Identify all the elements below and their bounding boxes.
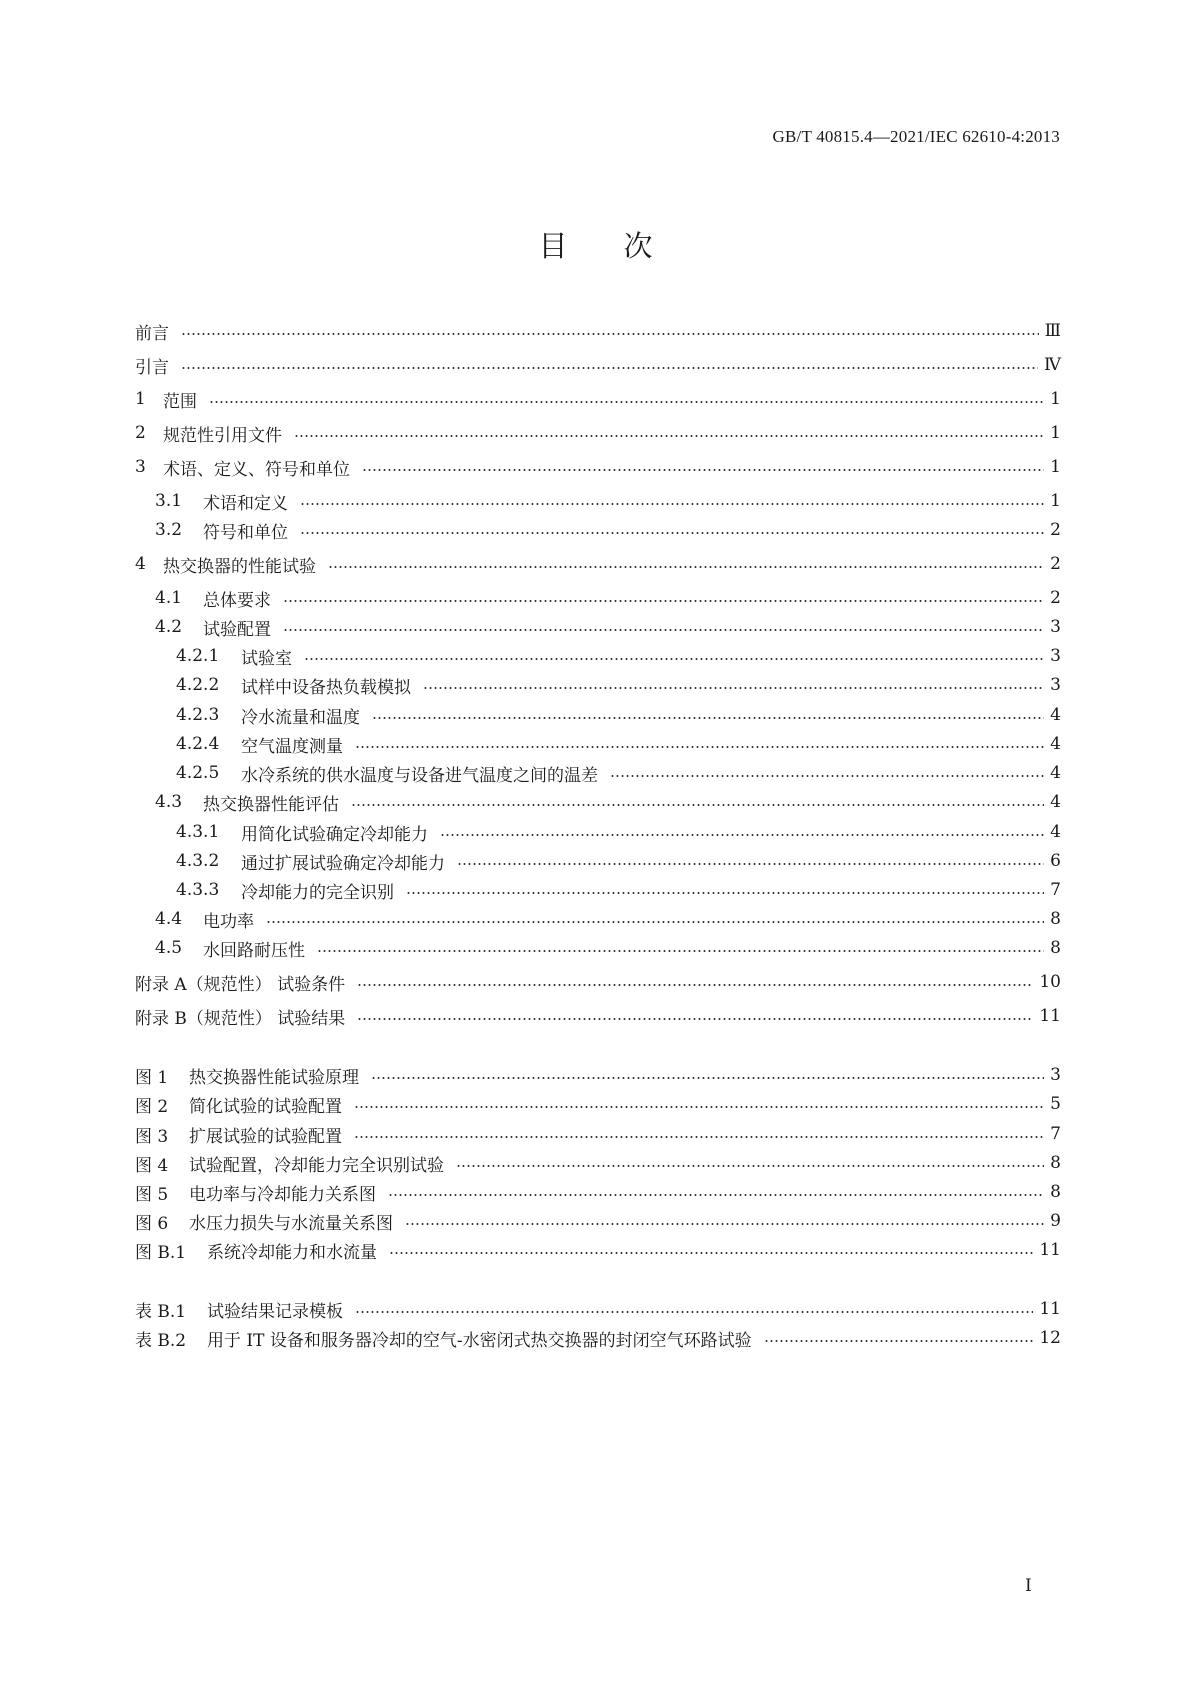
- leader-dots: [406, 892, 1044, 894]
- leader-dots: [764, 1340, 1034, 1342]
- toc-number: 4.1: [155, 588, 183, 608]
- toc-label: 范围: [163, 391, 197, 412]
- leader-dots: [440, 834, 1044, 836]
- leader-dots: [372, 717, 1044, 719]
- toc-number: 4.3: [155, 792, 183, 812]
- toc-entry[interactable]: [135, 351, 1061, 379]
- leader-dots: [300, 503, 1044, 505]
- table-label: 用于 IT 设备和服务器冷却的空气-水密闭式热交换器的封闭空气环路试验: [207, 1330, 752, 1351]
- leader-dots: [304, 658, 1044, 660]
- toc-entry[interactable]: [135, 317, 1061, 345]
- toc-entry[interactable]: [135, 613, 1061, 641]
- toc-number: 3: [135, 457, 146, 477]
- leader-dots: [405, 1223, 1044, 1225]
- toc-entry[interactable]: [135, 788, 1061, 816]
- toc-number: 3.2: [155, 520, 183, 540]
- toc-number: 4.2.3: [176, 705, 220, 725]
- toc-page: Ⅳ: [1044, 355, 1061, 375]
- table-entry[interactable]: [135, 1295, 1061, 1323]
- leader-dots: [317, 950, 1044, 952]
- figure-number: 图 B.1: [135, 1242, 187, 1263]
- leader-dots: [354, 1136, 1044, 1138]
- toc-entry[interactable]: [135, 642, 1061, 670]
- toc-label: 电功率: [203, 911, 254, 932]
- toc-page: 4: [1050, 822, 1061, 842]
- toc-label: 热交换器性能评估: [203, 794, 339, 815]
- toc-label: 用简化试验确定冷却能力: [241, 824, 428, 845]
- leader-dots: [610, 775, 1044, 777]
- page-number: I: [1025, 1576, 1032, 1596]
- toc-page: 3: [1050, 675, 1061, 695]
- leader-dots: [355, 746, 1044, 748]
- toc-page: 1: [1050, 389, 1061, 409]
- toc-number: 4.3.2: [176, 851, 220, 871]
- table-label: 试验结果记录模板: [207, 1301, 343, 1322]
- figure-label: 试验配置，冷却能力完全识别试验: [189, 1155, 444, 1176]
- toc-page: 2: [1050, 588, 1061, 608]
- toc-number: 4.2.2: [176, 675, 220, 695]
- leader-dots: [456, 1165, 1044, 1167]
- leader-dots: [300, 532, 1044, 534]
- table-number: 表 B.1: [135, 1301, 187, 1322]
- toc-label: 试样中设备热负载模拟: [241, 677, 411, 698]
- leader-dots: [283, 629, 1044, 631]
- figure-entry[interactable]: [135, 1149, 1061, 1177]
- toc-number: 3.1: [155, 491, 183, 511]
- figure-label: 电功率与冷却能力关系图: [189, 1184, 376, 1205]
- toc-entry[interactable]: [135, 905, 1061, 933]
- toc-entry-annex-a[interactable]: [135, 968, 1061, 996]
- toc-label: 试验配置: [203, 619, 271, 640]
- toc-page: 6: [1050, 851, 1061, 871]
- toc-label: 试验室: [241, 648, 292, 669]
- standard-code: GB/T 40815.4—2021/IEC 62610-4:2013: [772, 127, 1060, 146]
- toc-page: 11: [1039, 1006, 1061, 1026]
- leader-dots: [362, 469, 1044, 471]
- figure-page: 8: [1050, 1153, 1061, 1173]
- toc-page: 1: [1050, 491, 1061, 511]
- toc-number: 4.2: [155, 617, 183, 637]
- leader-dots: [355, 1311, 1033, 1313]
- figure-page: 3: [1050, 1065, 1061, 1085]
- table-page: 12: [1039, 1328, 1061, 1348]
- figure-label: 系统冷却能力和水流量: [207, 1242, 377, 1263]
- toc-entry[interactable]: [135, 876, 1061, 904]
- table-page: 11: [1039, 1299, 1061, 1319]
- figure-entry[interactable]: [135, 1120, 1061, 1148]
- table-entry[interactable]: [135, 1324, 1061, 1352]
- leader-dots: [209, 401, 1044, 403]
- toc-number: 2: [135, 423, 146, 443]
- toc-entry[interactable]: [135, 419, 1061, 447]
- leader-dots: [328, 566, 1044, 568]
- toc-entry[interactable]: [135, 934, 1061, 962]
- toc-page: 1: [1050, 457, 1061, 477]
- leader-dots: [389, 1252, 1033, 1254]
- figure-number: 图 3: [135, 1126, 169, 1147]
- toc-label: 水回路耐压性: [203, 940, 305, 961]
- leader-dots: [371, 1077, 1044, 1079]
- toc-page: 2: [1050, 554, 1061, 574]
- toc-number: 4: [135, 554, 146, 574]
- toc-page: 1: [1050, 423, 1061, 443]
- figure-label: 热交换器性能试验原理: [189, 1067, 359, 1088]
- figure-number: 图 2: [135, 1096, 169, 1117]
- toc-label: 空气温度测量: [241, 736, 343, 757]
- toc-label: 热交换器的性能试验: [163, 556, 316, 577]
- leader-dots: [354, 1106, 1044, 1108]
- page-title: 目次: [538, 229, 709, 263]
- toc-label: 附录 A（规范性） 试验条件: [135, 974, 346, 995]
- table-number: 表 B.2: [135, 1330, 187, 1351]
- toc-number: 1: [135, 389, 146, 409]
- toc-label: 冷水流量和温度: [241, 707, 360, 728]
- toc-entry[interactable]: [135, 730, 1061, 758]
- toc-entry[interactable]: [135, 550, 1061, 578]
- leader-dots: [357, 984, 1033, 986]
- toc-page: 8: [1050, 909, 1061, 929]
- figure-page: 11: [1039, 1240, 1061, 1260]
- toc-label: 前言: [135, 323, 169, 344]
- toc-label: 规范性引用文件: [163, 425, 282, 446]
- figure-page: 8: [1050, 1182, 1061, 1202]
- toc-label: 通过扩展试验确定冷却能力: [241, 853, 445, 874]
- figure-label: 水压力损失与水流量关系图: [189, 1213, 393, 1234]
- figure-entry[interactable]: [135, 1061, 1061, 1089]
- leader-dots: [294, 435, 1044, 437]
- figure-entry[interactable]: [135, 1178, 1061, 1206]
- toc-entry-annex-b[interactable]: [135, 1002, 1061, 1030]
- toc-label: 符号和单位: [203, 522, 288, 543]
- figure-number: 图 5: [135, 1184, 169, 1205]
- figure-label: 扩展试验的试验配置: [189, 1126, 342, 1147]
- toc-page: 4: [1050, 792, 1061, 812]
- leader-dots: [181, 367, 1038, 369]
- toc-entry[interactable]: [135, 847, 1061, 875]
- figure-entry[interactable]: [135, 1236, 1061, 1264]
- toc-page: 2: [1050, 520, 1061, 540]
- figure-number: 图 6: [135, 1213, 169, 1234]
- leader-dots: [457, 863, 1044, 865]
- leader-dots: [388, 1194, 1044, 1196]
- leader-dots: [357, 1018, 1033, 1020]
- toc-page: 4: [1050, 734, 1061, 754]
- toc-number: 4.2.1: [176, 646, 220, 666]
- toc-entry[interactable]: [135, 671, 1061, 699]
- leader-dots: [266, 921, 1044, 923]
- toc-number: 4.5: [155, 938, 183, 958]
- toc-entry[interactable]: [135, 584, 1061, 612]
- toc-number: 4.3.3: [176, 880, 220, 900]
- leader-dots: [351, 804, 1044, 806]
- figure-label: 简化试验的试验配置: [189, 1096, 342, 1117]
- toc-label: 冷却能力的完全识别: [241, 882, 394, 903]
- toc-number: 4.2.5: [176, 763, 220, 783]
- figure-page: 5: [1050, 1094, 1061, 1114]
- toc-entry[interactable]: [135, 453, 1061, 481]
- toc-page: Ⅲ: [1044, 321, 1061, 341]
- toc-label: 术语和定义: [203, 493, 288, 514]
- toc-entry[interactable]: [135, 516, 1061, 544]
- toc-label: 总体要求: [203, 590, 271, 611]
- leader-dots: [423, 687, 1044, 689]
- toc-page: 4: [1050, 705, 1061, 725]
- figure-entry[interactable]: [135, 1207, 1061, 1235]
- toc-entry[interactable]: [135, 818, 1061, 846]
- figure-page: 9: [1050, 1211, 1061, 1231]
- toc-number: 4.3.1: [176, 822, 220, 842]
- toc-page: 3: [1050, 617, 1061, 637]
- toc-page: 4: [1050, 763, 1061, 783]
- toc-entry[interactable]: [135, 701, 1061, 729]
- toc-page: 10: [1039, 972, 1061, 992]
- figure-number: 图 1: [135, 1067, 169, 1088]
- toc-label: 附录 B（规范性） 试验结果: [135, 1008, 346, 1029]
- toc-number: 4.2.4: [176, 734, 220, 754]
- toc-label: 引言: [135, 357, 169, 378]
- toc-entry[interactable]: [135, 385, 1061, 413]
- figure-number: 图 4: [135, 1155, 169, 1176]
- toc-page: 8: [1050, 938, 1061, 958]
- toc-label: 术语、定义、符号和单位: [163, 459, 350, 480]
- toc-label: 水冷系统的供水温度与设备进气温度之间的温差: [241, 765, 598, 786]
- toc-number: 4.4: [155, 909, 183, 929]
- toc-entry[interactable]: [135, 759, 1061, 787]
- toc-page: 7: [1050, 880, 1061, 900]
- figure-page: 7: [1050, 1124, 1061, 1144]
- leader-dots: [283, 600, 1044, 602]
- figure-entry[interactable]: [135, 1090, 1061, 1118]
- toc-entry[interactable]: [135, 487, 1061, 515]
- toc-page: 3: [1050, 646, 1061, 666]
- leader-dots: [181, 333, 1039, 335]
